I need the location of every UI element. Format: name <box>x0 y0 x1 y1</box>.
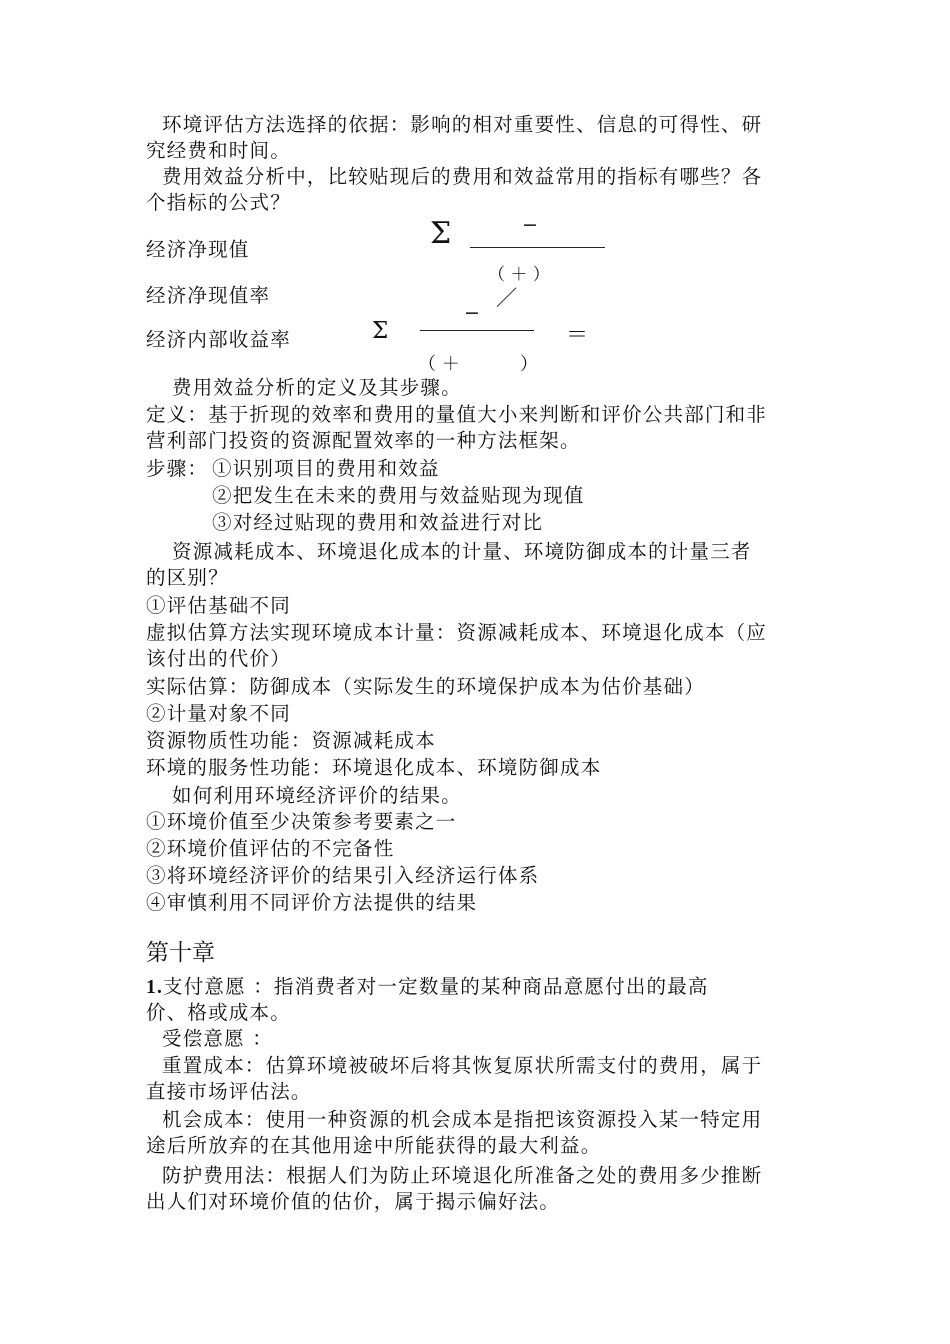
p2-line2: 个指标的公式？ <box>146 191 291 214</box>
wtp-line1 <box>146 974 709 1001</box>
costs-item: 虚拟估算方法实现环境成本计量：资源减耗成本、环境退化成本（应 <box>146 621 768 644</box>
cba-title: 费用效益分析的定义及其步骤。 <box>172 376 462 399</box>
cba-step-2: ②把发生在未来的费用与效益贴现为现值 <box>212 484 585 507</box>
costs-question-line2: 的区别？ <box>146 566 229 589</box>
formula-minus-2: − <box>464 302 480 324</box>
formula-denominator-2-open: （ ＋ <box>418 354 460 375</box>
cba-definition-line2: 营利部门投资的资源配置效率的一种方法框架。 <box>146 429 581 452</box>
replacement-line1: 重置成本：估算环境被破坏后将其恢复原状所需支付的费用，属于 <box>162 1054 763 1077</box>
formula-slash: ／ <box>496 286 517 310</box>
usage-item: ②环境价值评估的不完备性 <box>146 837 395 860</box>
chapter-title: 第十章 <box>146 940 215 966</box>
opportunity-line2: 途后所放弃的在其他用途中所能获得的最大利益。 <box>146 1134 602 1157</box>
wtp-text: 支付意愿 ：指消费者对一定数量的某种商品意愿付出的最高 <box>163 975 709 998</box>
costs-item: ②计量对象不同 <box>146 702 291 725</box>
indicator-npv-rate: 经济净现值率 <box>146 284 271 307</box>
costs-item: 该付出的代价） <box>146 647 291 670</box>
usage-item: ③将环境经济评价的结果引入经济运行体系 <box>146 864 540 887</box>
cba-definition-line1: 定义：基于折现的效率和费用的量值大小来判断和评价公共部门和非 <box>146 403 768 426</box>
formula-denominator-1: （ ＋ ） <box>488 265 550 285</box>
p2-line1: 费用效益分析中，比较贴现后的费用和效益常用的指标有哪些？各 <box>162 165 763 188</box>
fraction-bar-1 <box>470 247 605 248</box>
protection-line2: 出人们对环境价值的估价，属于揭示偏好法。 <box>146 1190 561 1213</box>
formula-equals: ＝ <box>566 323 589 348</box>
opportunity-line1: 机会成本：使用一种资源的机会成本是指把该资源投入某一特定用 <box>162 1108 763 1131</box>
indicator-irr: 经济内部收益率 <box>146 328 291 351</box>
costs-item: ①评估基础不同 <box>146 594 291 617</box>
usage-item: ①环境价值至少决策参考要素之一 <box>146 810 457 833</box>
costs-question-line1: 资源减耗成本、环境退化成本的计量、环境防御成本的计量三者 <box>172 540 752 563</box>
usage-item: ④审慎利用不同评价方法提供的结果 <box>146 891 478 914</box>
fraction-bar-2 <box>420 330 534 331</box>
cba-step-3: ③对经过贴现的费用和效益进行对比 <box>212 511 544 534</box>
formula-denominator-2-close: ） <box>520 354 538 375</box>
cba-steps-label: 步骤： <box>146 457 209 480</box>
formula-minus-1: − <box>522 214 538 236</box>
costs-item: 环境的服务性功能：环境退化成本、环境防御成本 <box>146 756 602 779</box>
wta-line: 受偿意愿 ： <box>162 1027 273 1050</box>
costs-item: 资源物质性功能：资源减耗成本 <box>146 729 436 752</box>
formula-sigma-2: Σ <box>372 318 389 344</box>
protection-line1: 防护费用法：根据人们为防止环境退化所准备之处的费用多少推断 <box>162 1164 763 1187</box>
wtp-number: 1. <box>146 977 164 998</box>
wtp-line2: 价、格或成本。 <box>146 1001 291 1024</box>
p1-line1: 环境评估方法选择的依据：影响的相对重要性、信息的可得性、研 <box>162 113 763 136</box>
cba-step-1: ①识别项目的费用和效益 <box>212 457 440 480</box>
p1-line2: 究经费和时间。 <box>146 139 291 162</box>
costs-item: 实际估算：防御成本（实际发生的环境保护成本为估价基础） <box>146 675 705 698</box>
replacement-line2: 直接市场评估法。 <box>146 1080 312 1103</box>
formula-sigma-1: Σ <box>430 216 452 251</box>
usage-question: 如何利用环境经济评价的结果。 <box>172 784 462 807</box>
indicator-npv: 经济净现值 <box>146 238 250 261</box>
